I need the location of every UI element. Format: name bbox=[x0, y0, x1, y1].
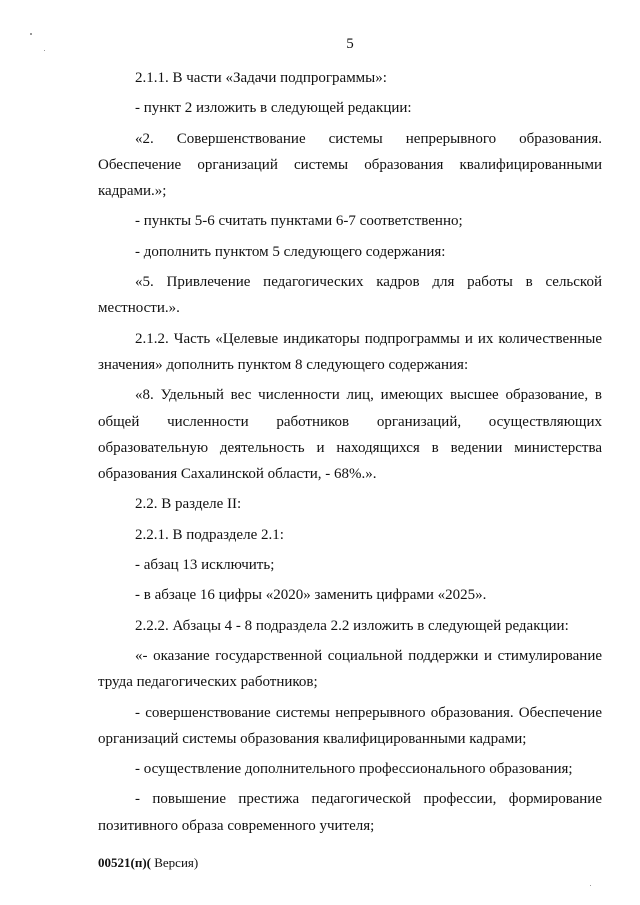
scan-speck bbox=[30, 33, 32, 35]
paragraph-2-2: 2.2. В разделе II: bbox=[135, 496, 242, 513]
paragraph-2-1-2: 2.1.2. Часть «Целевые индикаторы подпрограммы и их количественные значения» дополнить пунктом 8 следующего содержания: bbox=[98, 330, 602, 373]
paragraph-item-2-edit: - пункт 2 изложить в следующей редакции: bbox=[135, 100, 412, 117]
paragraph-quote-item-5: «5. Привлечение педагогических кадров для работы в сельской местности.». bbox=[98, 274, 602, 317]
document-footer bbox=[98, 855, 198, 871]
paragraph-quote-item-8: «8. Удельный вес численности лиц, имеющих высшее образование, в общей численности работников организаций, осуществляющих образовательную деятельность и находящихся в ведении министерства образования Сахалинской области, - 68%.». bbox=[98, 387, 602, 483]
paragraph-teacher-prestige: - повышение престижа педагогической профессии, формирование позитивного образа современного учителя; bbox=[98, 791, 602, 834]
paragraph-add-item-5: - дополнить пунктом 5 следующего содержания: bbox=[135, 243, 446, 260]
footer-version: Версия) bbox=[150, 855, 199, 870]
paragraph-quote-item-2: «2. Совершенствование системы непрерывного образования. Обеспечение организаций системы образования квалифицированными кадрами.»; bbox=[98, 130, 602, 200]
paragraph-2-2-2: 2.2.2. Абзацы 4 - 8 подраздела 2.2 изложить в следующей редакции: bbox=[135, 617, 569, 634]
paragraph-abzac-13: - абзац 13 исключить; bbox=[135, 557, 275, 574]
paragraph-continuous-education: - совершенствование системы непрерывного образования. Обеспечение организаций системы образования квалифицированными кадрами; bbox=[98, 704, 602, 747]
scan-speck bbox=[44, 50, 45, 51]
paragraph-professional-education: - осуществление дополнительного профессионального образования; bbox=[135, 761, 573, 778]
paragraph-abzac-16: - в абзаце 16 цифры «2020» заменить цифрами «2025». bbox=[135, 587, 487, 604]
paragraph-items-5-6: - пункты 5-6 считать пунктами 6-7 соответственно; bbox=[135, 213, 463, 230]
scan-speck bbox=[590, 885, 591, 886]
page-number: 5 bbox=[346, 36, 354, 52]
document-body bbox=[98, 65, 602, 843]
footer-code: 00521(п)( bbox=[98, 855, 151, 870]
paragraph-social-support: «- оказание государственной социальной поддержки и стимулирование труда педагогических работников; bbox=[98, 647, 602, 691]
paragraph-2-2-1: 2.2.1. В подразделе 2.1: bbox=[135, 526, 284, 543]
paragraph-2-1-1: 2.1.1. В части «Задачи подпрограммы»: bbox=[135, 70, 387, 86]
